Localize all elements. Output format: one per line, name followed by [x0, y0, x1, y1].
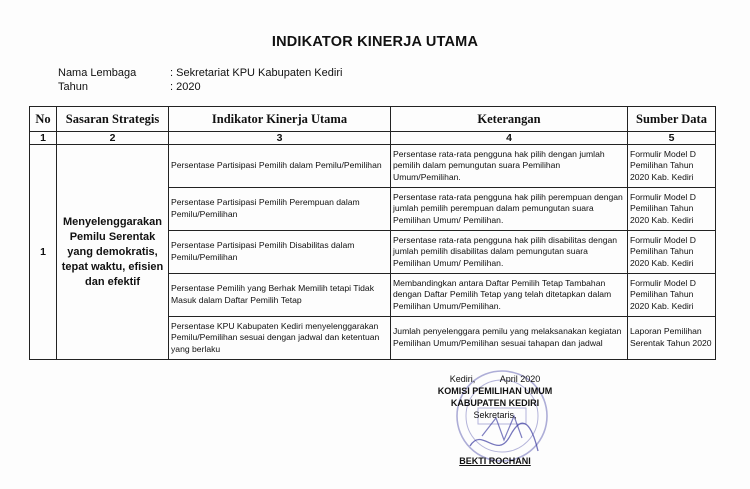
keterangan-cell: Jumlah penyelenggara pemilu yang melaksanakan kegiatan Pemilihan Umum/Pemilihan sesuai tahapan dan jadwal [391, 317, 628, 360]
keterangan-cell: Persentase rata-rata pengguna hak pilih dengan jumlah pemilih dalam pemungutan suara Pemilihan Umum/Pemilihan. [391, 145, 628, 188]
sumber-data-cell: Formulir Model D Pemilihan Tahun 2020 Kab. Kediri [628, 188, 716, 231]
indikator-cell: Persentase Partisipasi Pemilih Disabilitas dalam Pemilu/Pemilihan [169, 231, 391, 274]
page-title: INDIKATOR KINERJA UTAMA [271, 34, 479, 50]
meta-label: Tahun [58, 81, 88, 93]
sumber-data-cell: Laporan Pemilihan Serentak Tahun 2020 [628, 317, 716, 360]
keterangan-cell: Persentase rata-rata pengguna hak pilih disabilitas dengan jumlah pemilih disabilitas dalam pemungutan suara Pemilihan Umum/ Pemilihan. [391, 231, 628, 274]
indikator-cell: Persentase Pemilih yang Berhak Memilih tetapi Tidak Masuk dalam Daftar Pemilih Tetap [169, 274, 391, 317]
signature-role: Sekretaris, [473, 410, 517, 420]
header-no: No [30, 107, 57, 132]
column-number: 2 [57, 132, 169, 145]
column-number: 1 [30, 132, 57, 145]
column-number: 3 [169, 132, 391, 145]
header-sasaran: Sasaran Strategis [57, 107, 169, 132]
indikator-cell: Persentase Partisipasi Pemilih Perempuan dalam Pemilu/Pemilihan [169, 188, 391, 231]
table-header-row [30, 107, 716, 132]
keterangan-cell: Membandingkan antara Daftar Pemilih Tetap Tambahan dengan Daftar Pemilih Tetap yang telah ditetapkan dalam Pemilihan Umum/Pemilihan. [391, 274, 628, 317]
row-number: 1 [30, 145, 57, 360]
sumber-data-cell: Formulir Model D Pemilihan Tahun 2020 Kab. Kediri [628, 274, 716, 317]
sumber-data-cell: Formulir Model D Pemilihan Tahun 2020 Kab. Kediri [628, 145, 716, 188]
meta-value: : 2020 [170, 81, 201, 93]
signature-place-date: Kediri, April 2020 [449, 374, 541, 384]
indikator-cell: Persentase KPU Kabupaten Kediri menyelenggarakan Pemilu/Pemilihan sesuai dengan jadwal dan ketentuan yang berlaku [169, 317, 391, 360]
column-number-row [30, 132, 716, 145]
column-number: 4 [391, 132, 628, 145]
header-indikator: Indikator Kinerja Utama [169, 107, 391, 132]
table-row [30, 145, 716, 188]
meta-value: : Sekretariat KPU Kabupaten Kediri [170, 67, 343, 79]
header-keterangan: Keterangan [391, 107, 628, 132]
signature-org-1: KOMISI PEMILIHAN UMUM [437, 386, 553, 396]
signature-org-2: KABUPATEN KEDIRI [450, 398, 540, 408]
indikator-cell: Persentase Partisipasi Pemilih dalam Pemilu/Pemilihan [169, 145, 391, 188]
signature-space [400, 421, 590, 455]
kpi-table [29, 106, 716, 360]
meta-label: Nama Lembaga [58, 67, 137, 79]
sasaran-strategis: Menyelenggarakan Pemilu Serentak yang demokratis, tepat waktu, efisien dan efektif [57, 145, 169, 360]
sumber-data-cell: Formulir Model D Pemilihan Tahun 2020 Kab. Kediri [628, 231, 716, 274]
header-sumber: Sumber Data [628, 107, 716, 132]
signature-name: BEKTI ROCHANI [459, 456, 531, 466]
signature-block [400, 373, 590, 467]
keterangan-cell: Persentase rata-rata pengguna hak pilih perempuan dengan jumlah pemilih perempuan dalam pemungutan suara Pemilihan Umum/ Pemilihan. [391, 188, 628, 231]
column-number: 5 [628, 132, 716, 145]
